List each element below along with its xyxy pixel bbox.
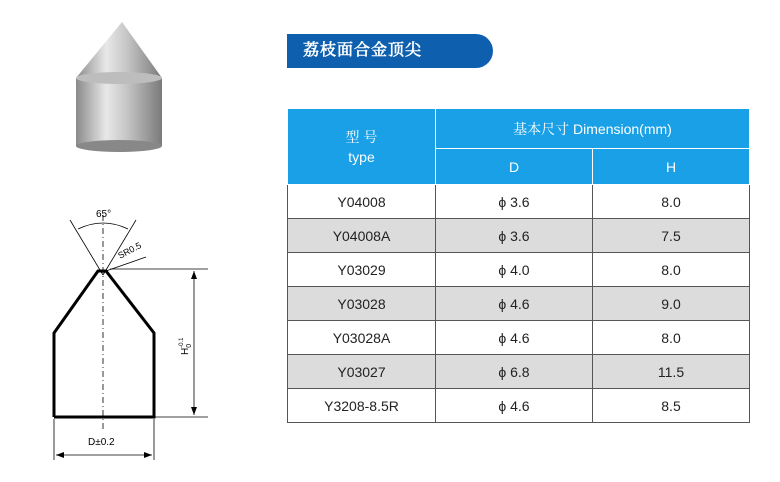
cell-h: 11.5	[593, 355, 750, 389]
angle-label: 65°	[96, 209, 112, 220]
cell-h: 9.0	[593, 287, 750, 321]
table-row	[288, 185, 750, 219]
cell-h: 8.0	[593, 321, 750, 355]
cell-d: ϕ 3.6	[436, 185, 593, 219]
table-row	[288, 321, 750, 355]
cell-d: ϕ 4.6	[436, 321, 593, 355]
cell-type: Y04008A	[288, 219, 436, 253]
table-row	[288, 253, 750, 287]
table-row	[288, 389, 750, 423]
table-row	[288, 219, 750, 253]
spec-table	[287, 108, 750, 423]
cell-h: 8.5	[593, 389, 750, 423]
header-dimension: 基本尺寸 Dimension(mm)	[436, 109, 750, 149]
header-type-cn: 型 号	[345, 128, 378, 145]
cell-d: ϕ 3.6	[436, 219, 593, 253]
cell-d: ϕ 4.6	[436, 287, 593, 321]
cell-type: Y03028	[288, 287, 436, 321]
cell-h: 8.0	[593, 253, 750, 287]
cell-type: Y3208-8.5R	[288, 389, 436, 423]
height-label	[179, 337, 193, 355]
radius-label: SR0.5	[116, 240, 144, 261]
cell-d: ϕ 6.8	[436, 355, 593, 389]
cell-type: Y03027	[288, 355, 436, 389]
height-tolerance: 0	[186, 343, 193, 348]
technical-drawing	[40, 205, 230, 470]
cell-d: ϕ 4.6	[436, 389, 593, 423]
table-row	[288, 287, 750, 321]
header-d: D	[436, 149, 593, 185]
height-tolerance-upper: -0.1	[179, 337, 185, 348]
height-symbol: H	[180, 347, 191, 355]
cell-d: ϕ 4.0	[436, 253, 593, 287]
product-photo	[70, 18, 170, 153]
diameter-label: D±0.2	[88, 437, 115, 448]
product-title: 荔枝面合金顶尖	[287, 34, 493, 68]
header-type-en: type	[348, 148, 375, 165]
header-type	[288, 109, 436, 185]
cell-type: Y03028A	[288, 321, 436, 355]
header-h: H	[593, 149, 750, 185]
cell-type: Y04008	[288, 185, 436, 219]
cell-h: 8.0	[593, 185, 750, 219]
table-row	[288, 355, 750, 389]
cell-h: 7.5	[593, 219, 750, 253]
cell-type: Y03029	[288, 253, 436, 287]
